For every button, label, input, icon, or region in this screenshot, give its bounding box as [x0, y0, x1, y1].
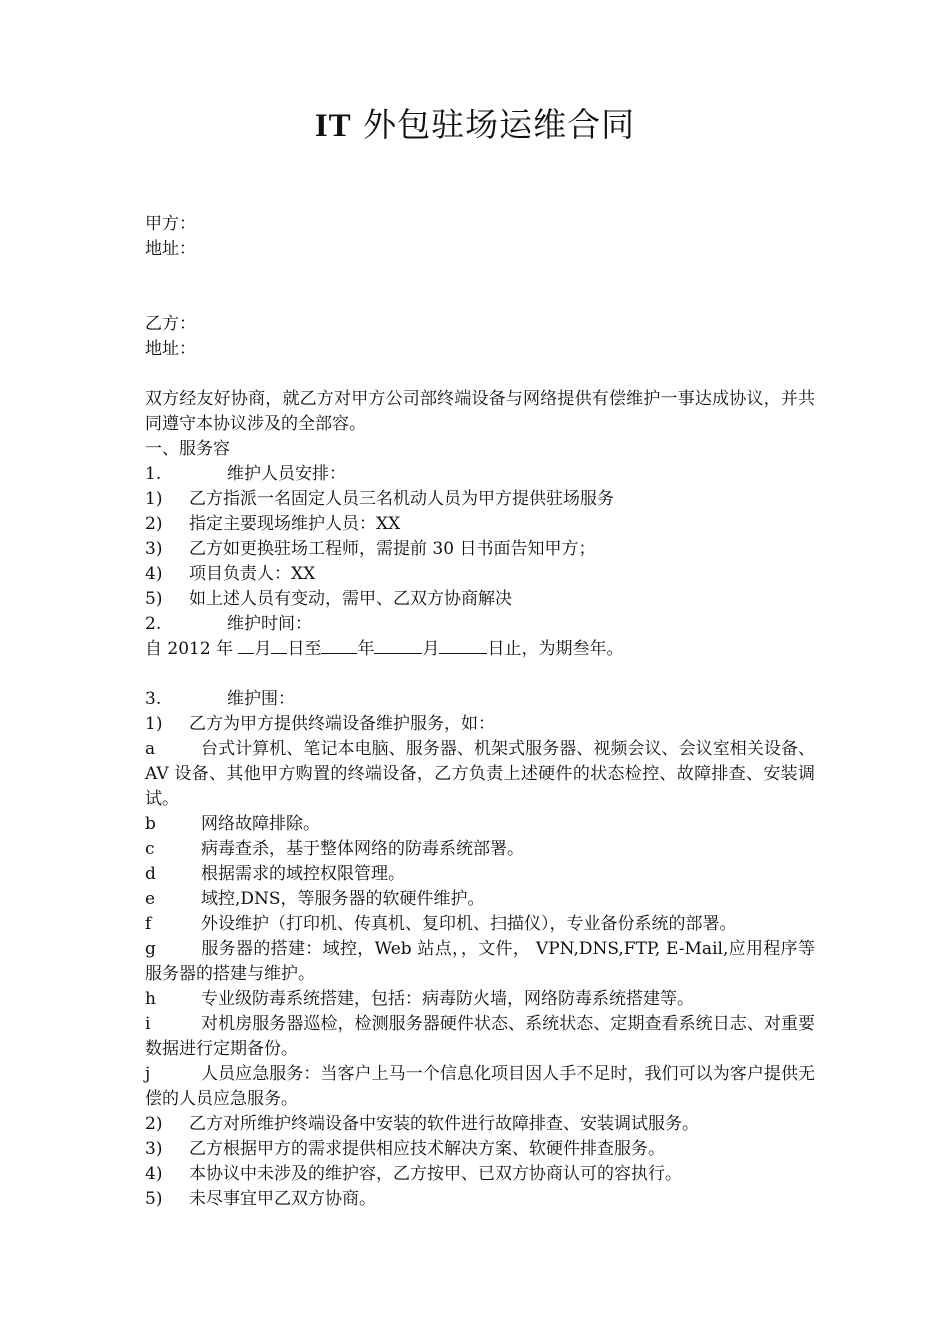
- list-item: 5) 未尽事宜甲乙双方协商。: [145, 1189, 376, 1209]
- item-3-title: 维护围：: [227, 689, 295, 709]
- list-item: g 服务器的搭建：域控，Web 站点，，文件， VPN,DNS,FTP, E-Mail,应用程序等服务器的搭建与维护。: [145, 939, 815, 984]
- list-item: e 域控,DNS，等服务器的软硬件维护。: [145, 889, 485, 909]
- party-b-address-label: 地址：: [145, 339, 196, 359]
- list-item: 4) 本协议中未涉及的维护容，乙方按甲、已双方协商认可的容执行。: [145, 1164, 682, 1184]
- list-item: b 网络故障排除。: [145, 814, 320, 834]
- list-item: 1) 乙方指派一名固定人员三名机动人员为甲方提供驻场服务: [145, 489, 614, 509]
- item-1-title: 维护人员安排：: [227, 464, 346, 484]
- party-a-label: 甲方：: [145, 214, 196, 234]
- list-item: 2) 乙方对所维护终端设备中安装的软件进行故障排查、安装调试服务。: [145, 1114, 699, 1134]
- item-1-num: 1.: [145, 464, 162, 484]
- list-item: 2) 指定主要现场维护人员：XX: [145, 514, 401, 534]
- list-item: a 台式计算机、笔记本电脑、服务器、机架式服务器、视频会议、会议室相关设备、AV 设备、其他甲方购置的终端设备，乙方负责上述硬件的状态检控、故障排查、安装调试。: [145, 739, 815, 809]
- item-3-heading: [145, 687, 815, 712]
- intro-paragraph: 双方经友好协商，就乙方对甲方公司部终端设备与网络提供有偿维护一事达成协议，并共同遵守本协议涉及的全部容。: [145, 389, 815, 434]
- list-item: j 人员应急服务：当客户上马一个信息化项目因人手不足时，我们可以为客户提供无偿的人员应急服务。: [145, 1064, 815, 1109]
- title-bold: IT: [314, 108, 352, 144]
- list-item: c 病毒查杀，基于整体网络的防毒系统部署。: [145, 839, 524, 859]
- party-a-address-label: 地址：: [145, 239, 196, 259]
- item-2-title: 维护时间：: [227, 614, 312, 634]
- item-1-heading: [145, 462, 815, 487]
- list-item: d 根据需求的域控权限管理。: [145, 864, 405, 884]
- document-body: [145, 212, 815, 1212]
- item-3-num: 3.: [145, 689, 162, 709]
- section-heading: 一、服务容: [145, 439, 230, 459]
- title-text: 外包驻场运维合同: [351, 105, 636, 144]
- maintenance-period: 自 2012 年 月 日至 年 月 日止，为期叁年。: [145, 639, 624, 659]
- document-title: [0, 100, 950, 151]
- list-item: h 专业级防毒系统搭建，包括：病毒防火墙，网络防毒系统搭建等。: [145, 989, 694, 1009]
- list-item: 5) 如上述人员有变动，需甲、乙双方协商解决: [145, 589, 512, 609]
- list-item: 1) 乙方为甲方提供终端设备维护服务，如：: [145, 714, 495, 734]
- list-item: i 对机房服务器巡检，检测服务器硬件状态、系统状态、定期查看系统日志、对重要数据进行定期备份。: [145, 1014, 815, 1059]
- item-2-num: 2.: [145, 614, 162, 634]
- list-item: 4) 项目负责人：XX: [145, 564, 316, 584]
- list-item: 3) 乙方如更换驻场工程师，需提前 30 日书面告知甲方；: [145, 539, 596, 559]
- party-b-label: 乙方：: [145, 314, 196, 334]
- item-2-heading: [145, 612, 815, 637]
- list-item: 3) 乙方根据甲方的需求提供相应技术解决方案、软硬件排查服务。: [145, 1139, 665, 1159]
- list-item: f 外设维护（打印机、传真机、复印机、扫描仪），专业备份系统的部署。: [145, 914, 737, 934]
